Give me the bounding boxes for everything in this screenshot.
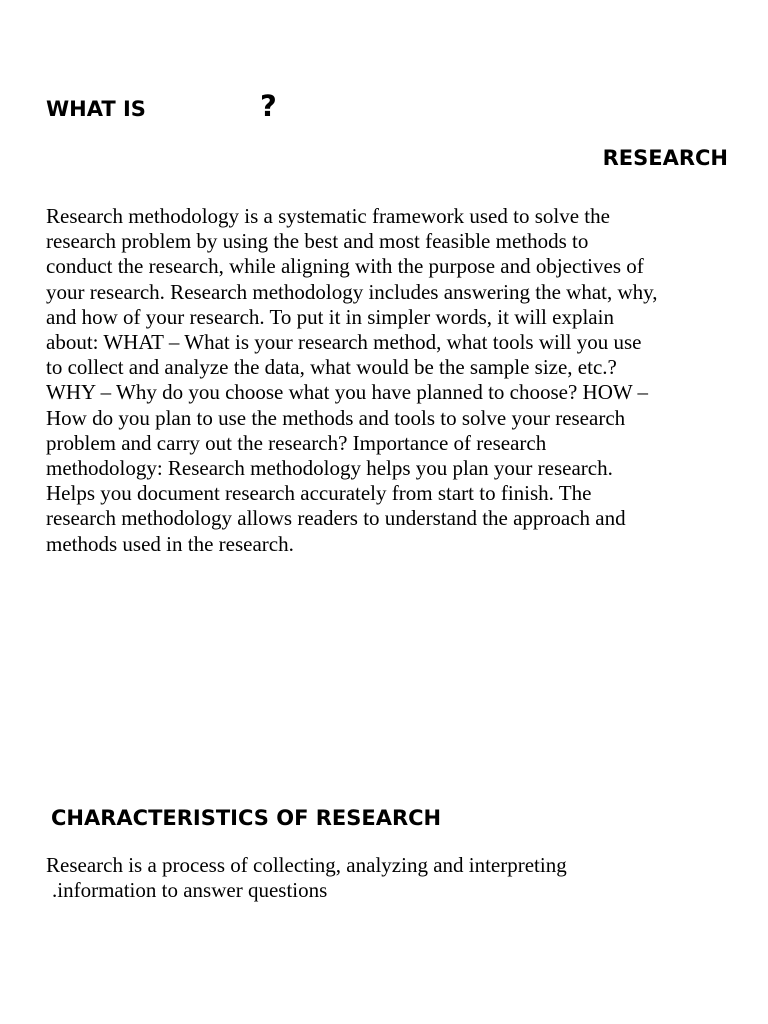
heading-what-is: WHAT IS [46,97,146,121]
characteristics-line-1: Research is a process of collecting, analyzing and interpreting [46,853,567,877]
characteristics-line-2: .information to answer questions [52,878,328,903]
main-paragraph: Research methodology is a systematic framework used to solve the research problem by using the best and most feasible methods to conduct the research, while aligning with the purpose and objectives of your research. Research methodology includes answering the what, why, and how of your research. To put it in simpler words, it will explain about: WHAT – What is your research method, what tools will you use to collect and analyze the data, what would be the sample size, etc.? WHY – Why do you choose what you have planned to choose? HOW – How do you plan to use the methods and tools to solve your research problem and carry out the research? Importance of research methodology: Research methodology helps you plan your research. Helps you document research accurately from start to finish. The research methodology allows readers to understand the approach and methods used in the research. [46,204,658,556]
heading-research: RESEARCH [602,146,728,170]
characteristics-paragraph [46,853,686,903]
characteristics-heading: CHARACTERISTICS OF RESEARCH [51,806,442,830]
heading-question-mark: ? [260,89,277,123]
